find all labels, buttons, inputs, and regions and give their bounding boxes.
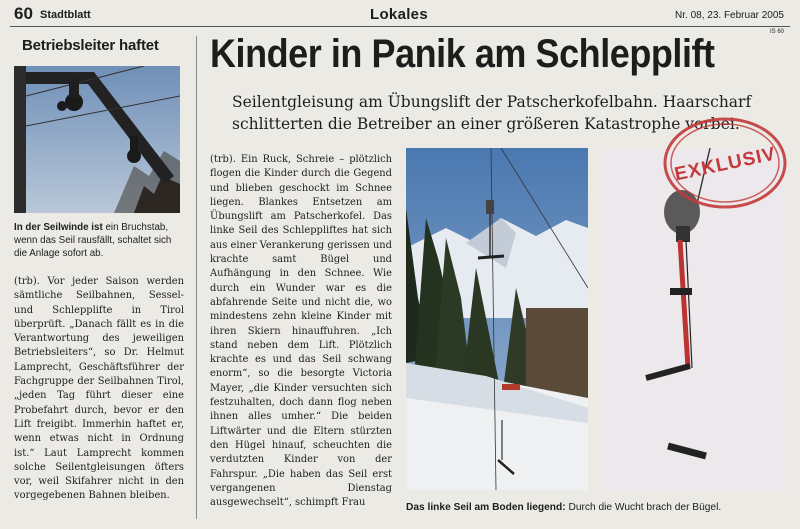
sidebar-body-text: (trb). Vor jeder Saison werden sämtliche Seilbahnen, Sessel- und Schlepplifte in Tirol überprüft. „Danach fällt es in die Verantwortung des jeweiligen Betriebsleiters“, so Dr. Helmut Lamprecht, Geschäftsführer der Fachgruppe der Seilbahnen Tirol, „jeden Tag führt dieser eine Probefahrt durch, bevor er den Lift freigibt. Immerhin haftet er, wenn etwas nicht in Ordnung ist.“ Laut Lamprecht kommen solche Seilentgleisungen öfters vor, weil Skifahrer nicht in den vorgegebenen Bahnen bleiben.	[14, 276, 184, 502]
issue-date: Nr. 08, 23. Februar 2005	[675, 10, 784, 21]
photo-caption	[406, 502, 786, 513]
ski-lift-slope-photo	[406, 148, 588, 490]
page-number: 60	[14, 4, 33, 23]
paper-name: Stadtblatt	[40, 9, 91, 21]
sidebar-photo-caption	[14, 221, 184, 260]
article-body-text: (trb). Ein Ruck, Schreie – plötzlich flogen die Kinder durch die Gegend und blieben geschockt im Schnee liegen. Blankes Entsetzen am Übungslift am Patscherkofel. Das linke Seil des Schleppliftes hat sich aus einer Verankerung gerissen und krachte samt Bügel und Aufhängung in den Schnee. Wie durch ein Wunder war es die abfahrende Seite und nicht die, wo mindestens zehn kleine Kinder mit ihren Skiern hinauffuhren. „Ich stand neben dem Lift. Plötzlich krachte es und das Seil schwang enorm“, so die besorgte Victoria Mayer, „die Kinder versuchten sich festzuhalten, doch dann flog neben ihnen alles umher.“ Die beiden Liftwärter und die Eltern stürzten den Hügel hinauf, scheuchten die verdutzten Kinder von der Fahrspur. „Die haben das Seil erst vergangenen Dienstag ausgewechselt“, schimpft Frau	[210, 154, 392, 509]
photo-caption-text: Durch die Wucht brach der Bügel.	[565, 502, 722, 513]
page-code: IS 60	[769, 29, 784, 35]
section-title: Lokales	[370, 6, 428, 23]
caption-text: ein Bruchstab, wenn das Seil rausfällt, schaltet sich die Anlage sofort ab.	[14, 222, 172, 259]
header-rule	[10, 26, 790, 27]
cable-winch-photo	[14, 66, 180, 213]
article-headline: Kinder in Panik am Schlepplift	[210, 32, 715, 76]
sidebar-title: Betriebsleiter haftet	[22, 37, 159, 54]
column-divider	[196, 36, 197, 519]
broken-tbar-photo	[600, 148, 786, 490]
stamp-text: EXKLUSIV	[672, 143, 778, 186]
article-deck: Seilentgleisung am Übungslift der Patscherkofelbahn. Haarscharf schlitterten die Betreiber an einer größeren Katastrophe vorbei.	[232, 93, 752, 133]
caption-lead: In der Seilwinde ist	[14, 222, 103, 233]
photo-caption-lead: Das linke Seil am Boden liegend:	[406, 502, 566, 513]
